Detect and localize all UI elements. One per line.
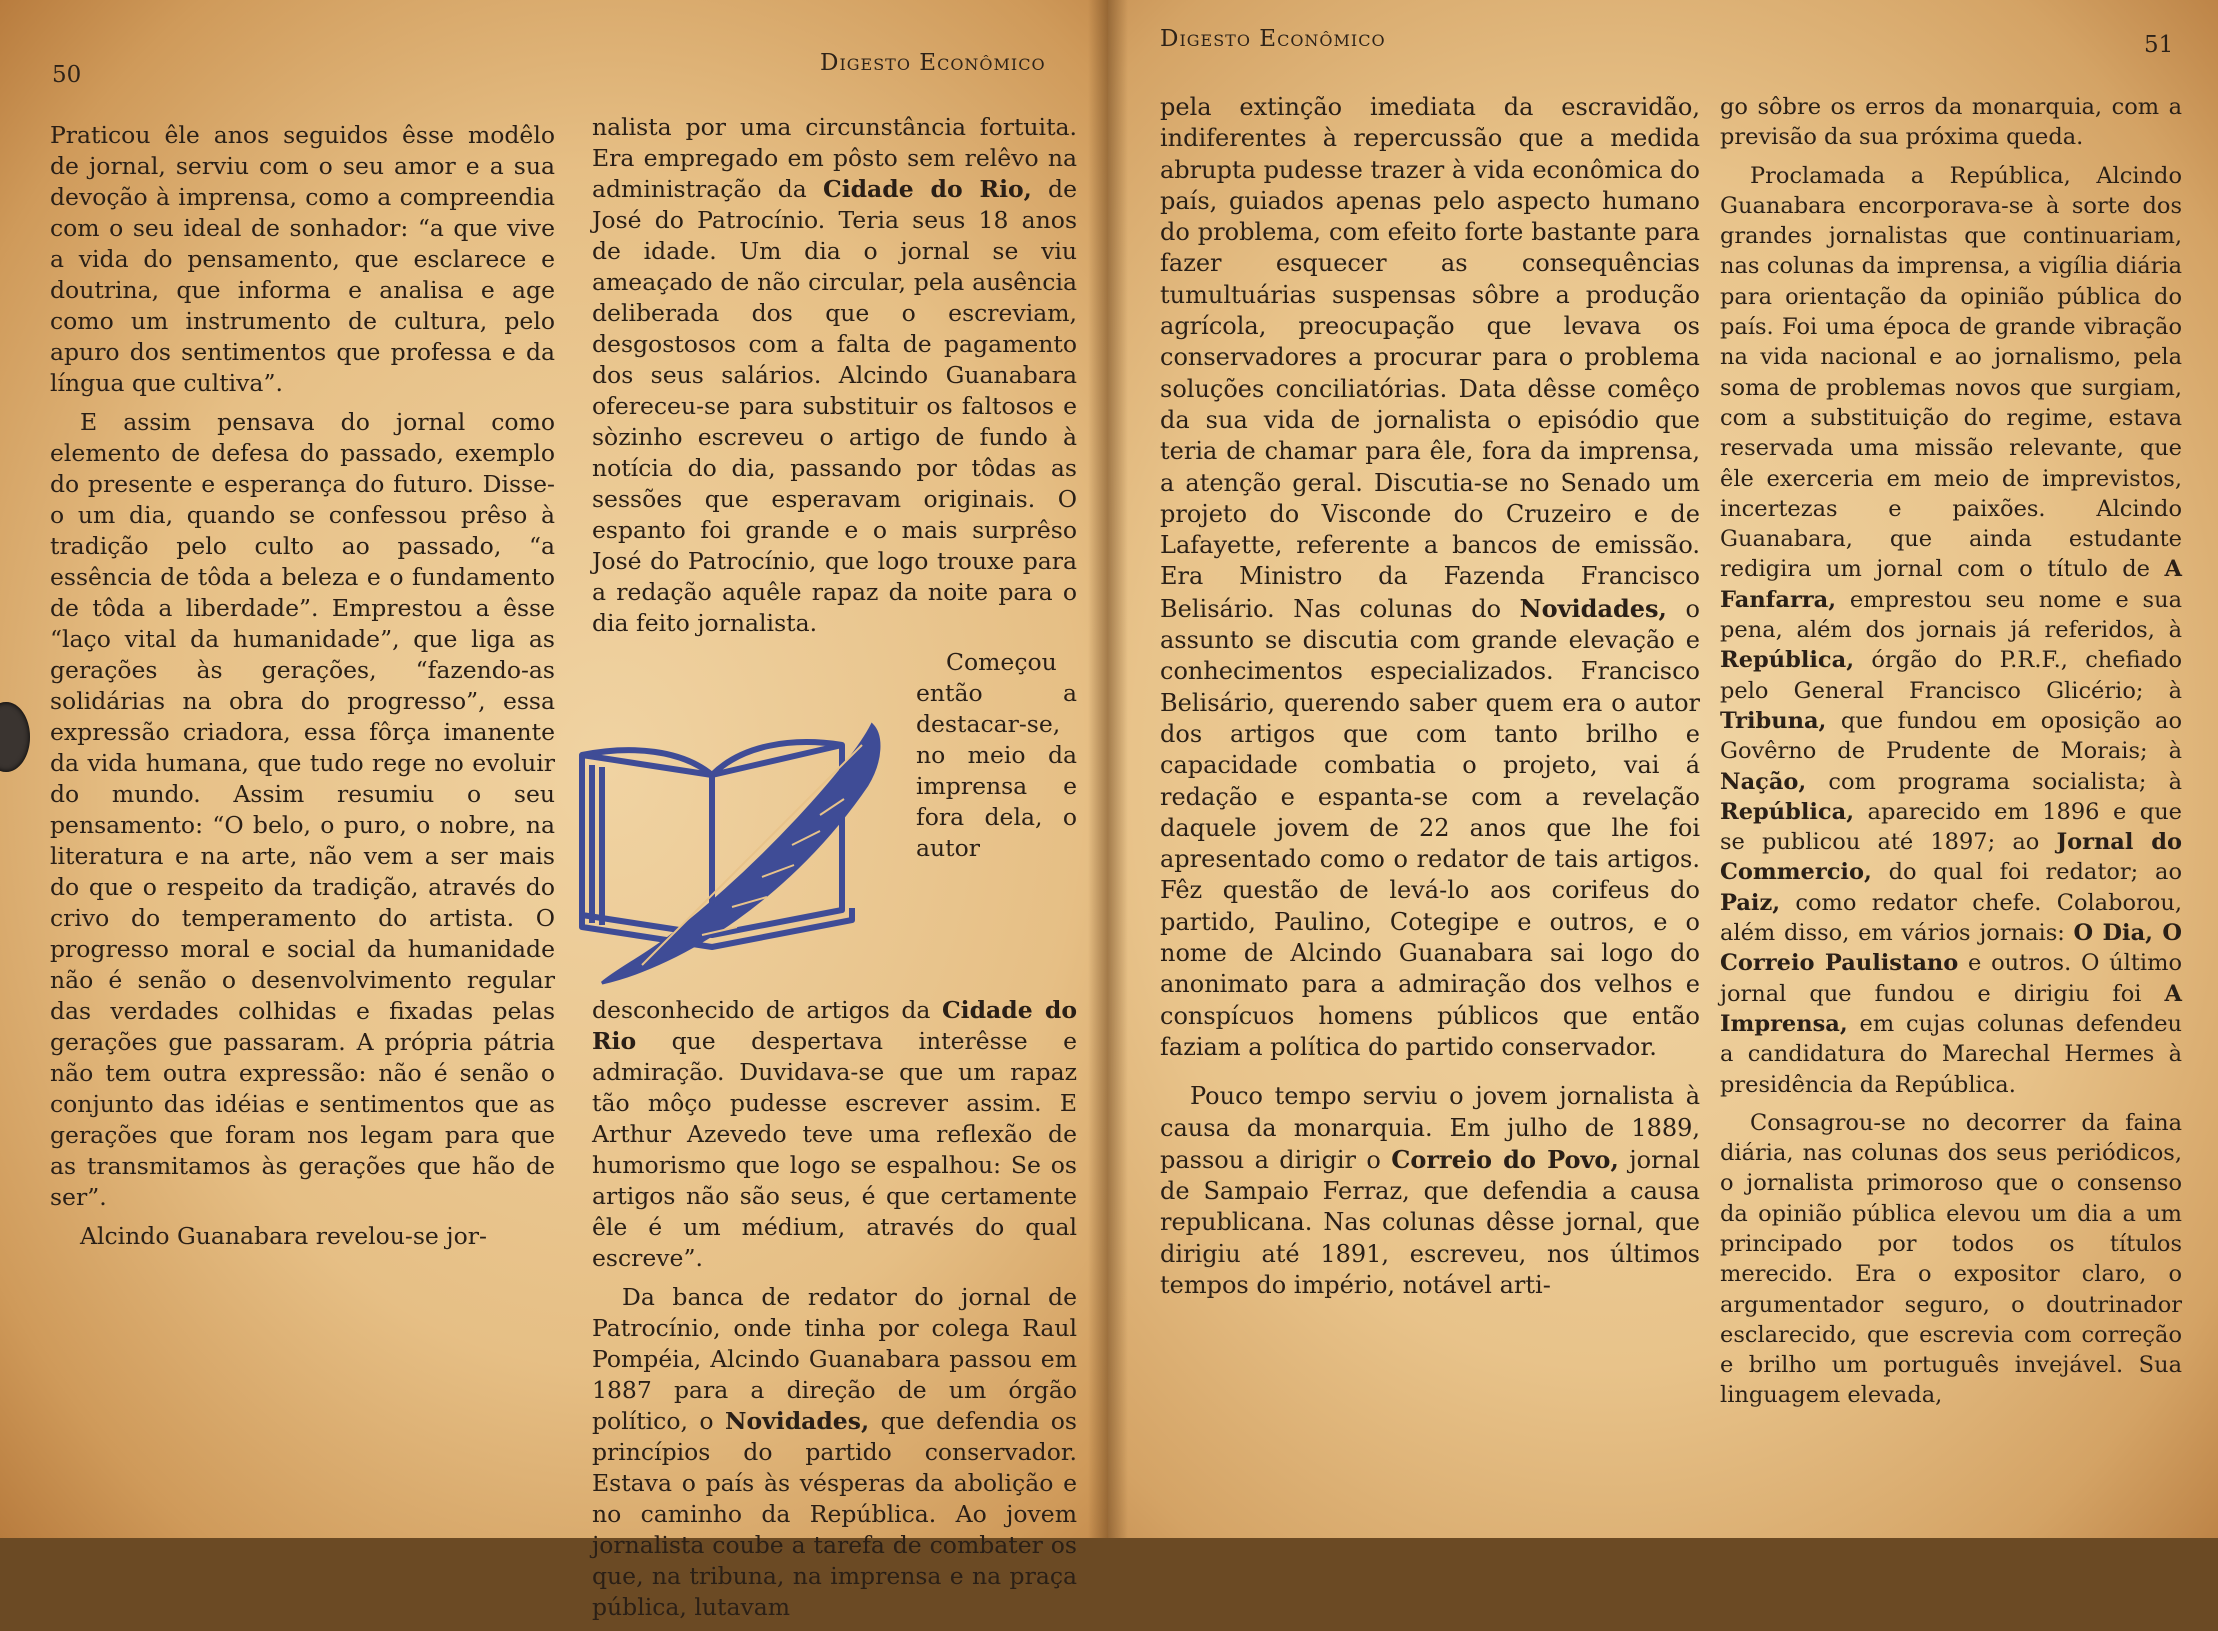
newspaper-name: O Dia, O Correio Paulistano — [1720, 920, 2182, 977]
newspaper-name: Nação, — [1720, 768, 1807, 795]
newspaper-name: Cidade do Rio — [592, 996, 1077, 1055]
paragraph-text: E assim pensava do jornal como elemento de defesa do passado, exemplo do presente e esperança do futuro. Disse-o um dia, quando se confessou prêso à tradição pelo culto ao passado, “a essência de tôda a beleza e o fundamento de tôda a liberdade”. Emprestou a êsse “laço vital da humanidade”, que liga as gerações às gerações, “fazendo-as solidárias na obra do progresso”, essa expressão criadora, essa fôrça imanente da vida humana, que tudo rege no evoluir do mundo. Assim resumiu o seu pensamento: “O belo, o puro, o nobre, na literatura e na arte, não vem a ser mais do que o respeito da tradição, através do crivo do temperamento do artista. O progresso moral e social da humanidade não é senão o desenvolvimento regular das verdades colhidas e fixadas pelas gerações gue passaram. A própria pátria não tem outra expressão: não é senão o conjunto das idéias e sentimentos que as gerações que foram nos legam para que as transmitamos às gerações que hão de ser”. — [50, 408, 555, 1211]
newspaper-name: A Fanfarra, — [1720, 556, 2182, 613]
text: emprestou seu nome e sua pena, além dos jornais já referidos, à — [1720, 586, 2182, 644]
text: de José do Patrocínio. Teria seus 18 anos de idade. Um dia o jornal se viu ameaçado de não circular, pela ausência deliberada dos que o escreviam, desgostosos com a falta de pagamento dos seus salários. Alcindo Guanabara ofereceu-se para substituir os faltosos e sòzinho escreveu o artigo de fundo à notícia do dia, passando por tôdas as sessões que esperavam originais. O espanto foi grande e o mais surprêso José do Patrocínio, que logo trouxe para a redação aquêle rapaz da noite para o dia feito jornalista. — [592, 175, 1077, 637]
running-head-left: Digesto Econômico — [820, 50, 1046, 76]
text: como redator chefe. Colaborou, além disso, em vários jornais: — [1720, 889, 2182, 947]
left-column-2 — [592, 112, 1077, 1631]
newspaper-name: Tribuna, — [1720, 707, 1827, 734]
newspaper-name: Correio do Povo, — [1391, 1144, 1619, 1174]
text: que despertava interêsse e admiração. Duvidava-se que um rapaz tão môço pudesse escrever assim. E Arthur Azevedo teve uma reflexão de humorismo que logo se espalhou: Se os artigos não são seus, é que certamente êle é um médium, através do qual escreve”. — [592, 1027, 1077, 1272]
paragraph-with-illustration — [50, 407, 555, 1213]
left-page — [0, 0, 1108, 1621]
paragraph — [1720, 161, 2182, 1100]
book-and-quill-icon — [562, 665, 902, 995]
paragraph — [592, 1282, 1077, 1623]
running-head-right: Digesto Econômico — [1160, 26, 1386, 52]
text: e outros. O último jornal que fundou e dirigiu foi — [1720, 950, 2182, 1007]
newspaper-name: A Imprensa, — [1720, 980, 2182, 1037]
binding-hole — [0, 702, 30, 772]
paragraph — [1160, 1081, 1700, 1301]
text: do qual foi redator; ao — [1871, 859, 2182, 886]
text: que defendia os princípios do partido conservador. Estava o país às vésperas da abolição e no caminho da República. Ao jovem jornalista coube a tarefa de combater os que, na tribuna, na imprensa e na praça pública, lutavam — [592, 1407, 1077, 1621]
paragraph: go sôbre os erros da monarquia, com a previsão da sua próxima queda. — [1720, 94, 2182, 151]
left-column-1 — [50, 120, 555, 1260]
page-number-left: 50 — [52, 62, 82, 88]
newspaper-name: Paiz, — [1720, 889, 1781, 916]
paragraph: Consagrou-se no decorrer da faina diária, nas colunas dos seus periódicos, o jornalista primoroso que o consenso da opinião pública elevou um dia a um principado por todos os títulos merecido. Era o expositor claro, o argumentador seguro, o doutrinador esclarecido, que escrevia com correção e brilho um português invejável. Sua linguagem elevada, — [1720, 1109, 2182, 1409]
text: órgão do P.R.F., chefiado pelo General Francisco Glicério; à — [1720, 647, 2182, 704]
right-page — [1108, 0, 2218, 1538]
text: Proclamada a República, Alcindo Guanabara encorporava-se à sorte dos grandes jornalistas que continuariam, nas colunas da imprensa, a vigília diária para orientação da opinião pública do país. Foi uma época de grande vibração na vida nacional e ao jornalismo, pela soma de problemas novos que surgiam, com a substituição do regime, estava reservada uma missão relevante, que êle exerceria em meio de imprevistos, incertezas e paixões. Alcindo Guanabara, que ainda estudante redigira um jornal com o título de — [1720, 162, 2182, 583]
text: em cujas colunas defendeu a candidatura do Marechal Hermes à presidência da República. — [1720, 1010, 2182, 1098]
paragraph: Alcindo Guanabara revelou-se jor- — [80, 1222, 487, 1250]
newspaper-name: Novidades, — [724, 1407, 870, 1435]
text: aparecido em 1896 e que se publicou até 1897; ao — [1720, 798, 2182, 856]
newspaper-name: República, — [1720, 798, 1855, 825]
page-number-right: 51 — [2144, 32, 2174, 58]
text: o assunto se discutia com grande elevação e conhecimentos especializados. Francisco Belisário, querendo saber quem era o autor dos artigos que com tanto brilho e capacidade combatia o projeto, vai á redação e espanta-se com a revelação daquele jovem de 22 anos que lhe foi apresentado como o redator de tais artigos. Fêz questão de levá-lo aos corifeus do partido, Paulino, Cotegipe e outros, e o nome de Alcindo Guanabara sai logo do anonimato para a admiração dos velhos e conspícuos homens públicos que então faziam a política do partido conservador. — [1160, 594, 1700, 1061]
text: pela extinção imediata da escravidão, indiferentes à repercussão que a medida abrupta pudesse trazer à vida econômica do país, guiados apenas pelo aspecto humano do problema, com efeito forte bastante para fazer esquecer as consequências tumultuárias suspensas sôbre a produção agrícola, preocupação que levava os conservadores a procurar para o problema soluções conciliatórias. Data dêsse comêço da sua vida de jornalista o episódio que teria de chamar para êle, fora da imprensa, a atenção geral. Discutia-se no Senado um projeto do Visconde do Cruzeiro e de Lafayette, referente a bancos de emissão. Era Ministro da Fazenda Francisco Belisário. Nas colunas do — [1160, 93, 1700, 623]
newspaper-name: Novidades, — [1519, 593, 1667, 623]
paragraph: Praticou êle anos seguidos êsse modêlo de jornal, serviu com o seu amor e a sua devoção à imprensa, como a compreendia com o seu ideal de sonhador: “a que vive a vida do pensamento, que esclarece e doutrina, que informa e analisa e age como um instrumento de cultura, pelo apuro dos sentimentos que professa e da língua que cultiva”. — [50, 121, 555, 397]
text: Da banca de redator do jornal de Patrocínio, onde tinha por colega Raul Pompéia, Alcindo Guanabara passou em 1887 para a direção de um órgão político, o — [592, 1283, 1077, 1435]
paragraph — [592, 112, 1077, 639]
book-and-quill-illustration — [562, 665, 902, 995]
text: nalista por uma circunstância fortuita. Era empregado em pôsto sem relêvo na administração da — [592, 113, 1077, 203]
newspaper-name: Cidade do Rio, — [822, 175, 1032, 203]
paragraph — [1160, 92, 1700, 1063]
book-gutter — [1088, 0, 1128, 1538]
text: com programa socialista; à — [1806, 768, 2182, 795]
text: que fundou em oposição ao Govêrno de Prudente de Morais; à — [1720, 707, 2182, 765]
right-column-2 — [1720, 92, 2182, 1419]
newspaper-name: Jornal do Commercio, — [1720, 829, 2182, 886]
text: Pouco tempo serviu o jovem jornalista à causa da monarquia. Em julho de 1889, passou a dirigir o — [1160, 1082, 1700, 1174]
paragraph — [50, 407, 555, 1213]
right-column-1 — [1160, 92, 1700, 1309]
text: Começou então a destacar-se, no meio da imprensa e fora dela, o autor desconhecido de artigos da — [592, 648, 1077, 1024]
newspaper-name: República, — [1720, 647, 1855, 674]
text: jornal de Sampaio Ferraz, que defendia a causa republicana. Nas colunas dêsse jornal, que dirigiu até 1891, escreveu, nos últimos tempos do império, notável arti- — [1160, 1145, 1700, 1299]
